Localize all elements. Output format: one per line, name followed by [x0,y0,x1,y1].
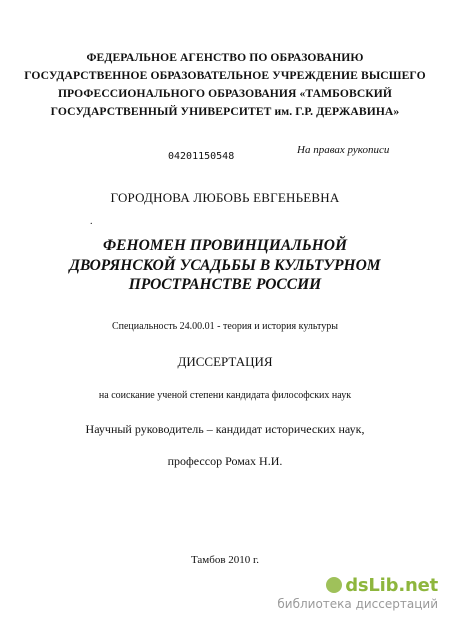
advisor-line: Научный руководитель – кандидат исторических наук, [85,422,365,436]
specialty: Специальность 24.00.01 - теория и история культуры [111,321,339,332]
header-line: ПРОФЕССИОНАЛЬНОГО ОБРАЗОВАНИЯ «ТАМБОВСКИЙ [57,87,393,100]
institution-header [0,49,450,121]
header-line: ФЕДЕРАЛЬНОЕ АГЕНСТВО ПО ОБРАЗОВАНИЮ [86,51,364,64]
header-line: ГОСУДАРСТВЕННЫЙ УНИВЕРСИТЕТ им. Г.Р. ДЕРЖАВИНА» [50,105,400,118]
header-line: ГОСУДАРСТВЕННОЕ ОБРАЗОВАТЕЛЬНОЕ УЧРЕЖДЕНИЕ ВЫСШЕГО [24,69,426,82]
advisor-name: профессор Ромах Н.И. [167,454,283,468]
dslib-logo-icon [326,577,342,593]
dissertation-label: ДИССЕРТАЦИЯ [177,354,273,369]
registration-code: 04201150548 [168,151,235,162]
watermark-subtitle: библиотека диссертаций [277,597,438,611]
title-line: ДВОРЯНСКОЙ УСАДЬБЫ В КУЛЬТУРНОМ [69,256,381,274]
rights-note: На правах рукописи [297,144,390,156]
watermark [277,576,438,612]
title-line: ФЕНОМЕН ПРОВИНЦИАЛЬНОЙ [103,237,347,254]
watermark-logo: dsLib.net [345,575,438,596]
degree-line: на соискание ученой степени кандидата философских наук [98,390,352,401]
dissertation-title [0,236,450,295]
city-year: Тамбов 2010 г. [190,554,260,566]
author-name: ГОРОДНОВА ЛЮБОВЬ ЕВГЕНЬЕВНА [110,190,340,205]
stray-mark: . [90,216,93,227]
title-line: ПРОСТРАНСТВЕ РОССИИ [128,276,322,293]
